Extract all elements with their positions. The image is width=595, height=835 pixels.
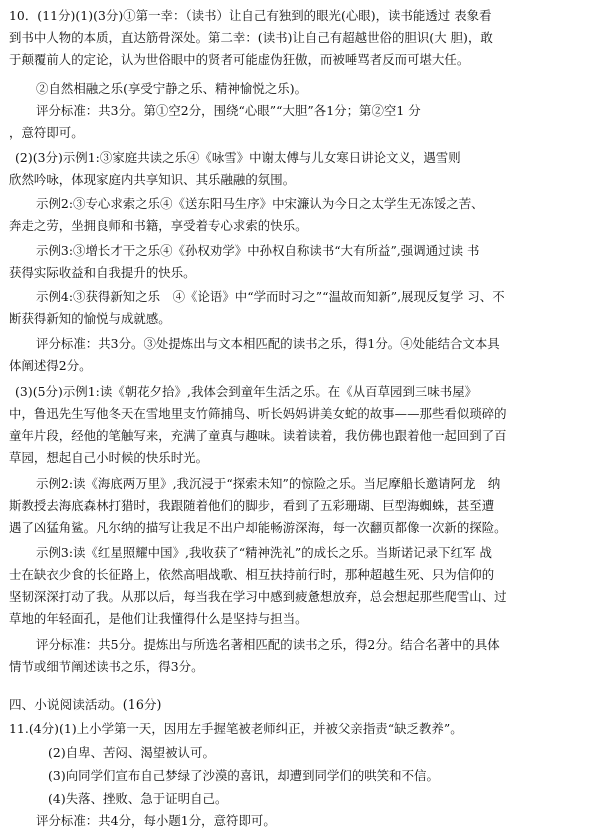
q10-part1-item-2: ②自然相融之乐(享受宁静之乐、精神愉悦之乐)。 (36, 81, 308, 96)
q10-part3-line-8: 示例3:读《红星照耀中国》,我收获了“精神洗礼”的成长之乐。当斯诺记录下红军 战 (36, 545, 492, 560)
q11-line-4: (4)失落、挫败、急于证明自己。 (48, 791, 228, 806)
q10-part2-line-7: 示例4:③获得新知之乐 ④《论语》中“学而时习之”“温故而知新”,展现反复学 习、不 (36, 289, 505, 304)
q10-part3-line-3: 童年片段，经他的笔触写来，充满了童真与趣味。读着读着，我仿佛也跟着他一起回到了百 (9, 428, 507, 443)
q11-line-3: (3)向同学们宣布自己梦绿了沙漠的喜讯，却遭到同学们的哄笑和不信。 (48, 768, 439, 783)
q10-part3-line-9: 士在缺衣少食的长征路上，依然高唱战歌、相互扶持前行时，那种超越生死、只为信仰的 (9, 567, 495, 582)
q11-criteria: 评分标准：共4分，每小题1分，意符即可。 (36, 813, 276, 828)
q10-part1-line-2: 到书中人物的本质，直达筋骨深处。第二幸：(读书)让自己有超越世俗的胆识(大 胆)，敢 (9, 30, 493, 45)
q10-part3-criteria-line-2: 情节或细节阐述读书之乐，得3分。 (9, 659, 204, 674)
q11-line-2: (2)自卑、苦闷、渴望被认可。 (48, 745, 215, 760)
q10-part2-line-1: (2)(3分)示例1:③家庭共读之乐④《咏雪》中谢太傅与儿女寒日讲论文义，遇雪则 (15, 150, 461, 165)
q10-part1-criteria-line-1: 评分标准：共3分。第①空2分，围绕“心眼”“大胆”各1分；第②空1 分 (36, 103, 421, 118)
q10-part1-line-1: 10．(11分)(1)(3分)①第一幸：（读书）让自己有独到的眼光(心眼)，读书能透过 表象看 (9, 8, 492, 23)
q10-part3-line-5: 示例2:读《海底两万里》,我沉浸于“探索未知”的惊险之乐。当尼摩船长邀请阿龙 纳 (36, 476, 501, 491)
q10-part3-line-10: 坚韧深深打动了我。从那以后，每当我在学习中感到疲惫想放弃，总会想起那些爬雪山、过 (9, 589, 507, 604)
q10-part1-line-3: 于颠覆前人的定论，认为世俗眼中的贤者可能虚伪狂傲，而被唾骂者反而可堪大任。 (9, 52, 470, 67)
q10-part3-line-2: 中，鲁迅先生写他冬天在雪地里支竹筛捕鸟、听长妈妈讲美女蛇的故事——那些看似琐碎的 (9, 406, 507, 421)
q10-part2-line-6: 获得实际收益和自我提升的快乐。 (9, 265, 196, 280)
q10-part2-criteria-line-1: 评分标准：共3分。③处提炼出与文本相匹配的读书之乐，得1分。④处能结合文本具 (36, 336, 500, 351)
q10-part2-line-4: 奔走之劳，坐拥良师和书籍，享受着专心求索的快乐。 (9, 218, 308, 233)
q10-part3-line-1: (3)(5分)示例1:读《朝花夕拾》,我体会到童年生活之乐。在《从百草园到三味书屋》 (15, 384, 478, 399)
q10-part1-criteria-line-2: ，意符即可。 (9, 125, 84, 140)
q10-part3-criteria-line-1: 评分标准：共5分。提炼出与所选名著相匹配的读书之乐，得2分。结合名著中的具体 (36, 637, 500, 652)
q10-part2-line-2: 欣然吟咏，体现家庭内共享知识、其乐融融的氛围。 (9, 172, 296, 187)
q10-part2-criteria-line-2: 体阐述得2分。 (9, 358, 92, 373)
q11-line-1: 11.(4分)(1)上小学第一天，因用左手握笔被老师纠正，并被父亲指责“缺乏教养”。 (9, 721, 463, 736)
q10-part3-line-7: 遇了凶猛角鲨。凡尔纳的描写让我足不出户却能畅游深海，每一次翻页都像一次新的探险。 (9, 520, 507, 535)
q10-part2-line-5: 示例3:③增长才干之乐④《孙权劝学》中孙权自称读书“大有所益”,强调通过读 书 (36, 243, 480, 258)
section-4-heading: 四、小说阅读活动。(16分) (9, 697, 162, 712)
q10-part2-line-8: 断获得新知的愉悦与成就感。 (9, 311, 171, 326)
q10-part3-line-11: 草地的年轻面孔，是他们让我懂得什么是坚持与担当。 (9, 611, 308, 626)
q10-part2-line-3: 示例2:③专心求索之乐④《送东阳马生序》中宋濂认为今日之太学生无冻馁之苦、 (36, 196, 484, 211)
q10-part3-line-4: 草园，想起自己小时候的快乐时光。 (9, 450, 209, 465)
q10-part3-line-6: 斯教授去海底森林打猎时，我跟随着他们的脚步，看到了五彩珊瑚、巨型海蜘蛛，甚至遭 (9, 498, 495, 513)
